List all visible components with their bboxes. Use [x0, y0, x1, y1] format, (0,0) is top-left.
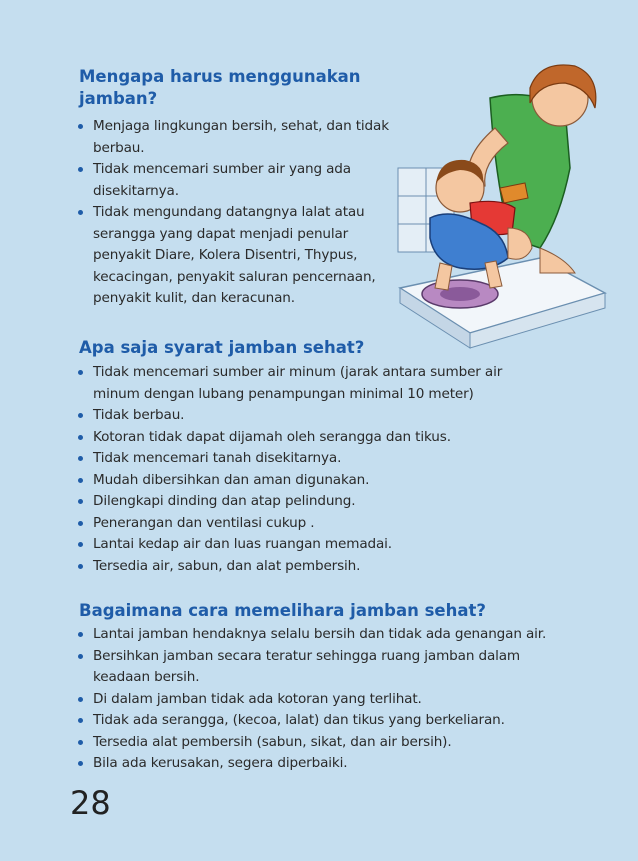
- list-item: Tidak berbau.: [77, 405, 597, 427]
- bullet-icon: [78, 654, 83, 659]
- list-item: Lantai kedap air dan luas ruangan memadai.: [77, 534, 597, 556]
- bullet-icon: [78, 718, 83, 723]
- list-item: Lantai jamban hendaknya selalu bersih dan tidak ada genangan air.: [77, 624, 617, 646]
- list-item: Tersedia air, sabun, dan alat pembersih.: [77, 556, 597, 578]
- list-item: Kotoran tidak dapat dijamah oleh serangga dan tikus.: [77, 427, 597, 449]
- bullet-icon: [78, 632, 83, 637]
- list-item: Bila ada kerusakan, segera diperbaiki.: [77, 753, 617, 775]
- bullet-icon: [78, 564, 83, 569]
- list-why: [77, 116, 407, 310]
- bullet-icon: [78, 456, 83, 461]
- mother-child-toilet-illustration: [390, 58, 630, 358]
- bullet-icon: [78, 521, 83, 526]
- bullet-icon: [78, 761, 83, 766]
- section-title-why: Mengapa harus menggunakan jamban?: [79, 67, 361, 108]
- section-title-requirements: Apa saja syarat jamban sehat?: [79, 338, 365, 357]
- bullet-icon: [78, 413, 83, 418]
- list-item: Tersedia alat pembersih (sabun, sikat, dan air bersih).: [77, 732, 617, 754]
- bullet-icon: [78, 370, 83, 375]
- list-item: Dilengkapi dinding dan atap pelindung.: [77, 491, 597, 513]
- bullet-icon: [78, 542, 83, 547]
- bullet-icon: [78, 435, 83, 440]
- bullet-icon: [78, 210, 83, 215]
- list-item: Tidak ada serangga, (kecoa, lalat) dan tikus yang berkeliaran.: [77, 710, 617, 732]
- bullet-icon: [78, 478, 83, 483]
- list-maintenance: [77, 624, 617, 775]
- list-item: Tidak mengundang datangnya lalat atau serangga yang dapat menjadi penular penyakit Diare, Kolera Disentri, Thypus, kecacingan, penyakit saluran pencernaan, penyakit kulit, dan keracunan.: [77, 202, 393, 310]
- list-item: Bersihkan jamban secara teratur sehingga ruang jamban dalam keadaan bersih.: [77, 646, 563, 689]
- bullet-icon: [78, 499, 83, 504]
- bullet-icon: [78, 167, 83, 172]
- section-title-maintenance: Bagaimana cara memelihara jamban sehat?: [79, 601, 486, 620]
- bullet-icon: [78, 740, 83, 745]
- list-item: Di dalam jamban tidak ada kotoran yang terlihat.: [77, 689, 617, 711]
- list-item: Penerangan dan ventilasi cukup .: [77, 513, 597, 535]
- list-requirements: [77, 362, 597, 577]
- list-item: Tidak mencemari sumber air minum (jarak antara sumber air minum dengan lubang penampungan minimal 10 meter): [77, 362, 543, 405]
- list-item: Tidak mencemari sumber air yang ada disekitarnya.: [77, 159, 407, 202]
- list-item: Mudah dibersihkan dan aman digunakan.: [77, 470, 597, 492]
- bullet-icon: [78, 124, 83, 129]
- bullet-icon: [78, 697, 83, 702]
- page-number: 28: [70, 784, 111, 822]
- list-item: Tidak mencemari tanah disekitarnya.: [77, 448, 597, 470]
- list-item: Menjaga lingkungan bersih, sehat, dan tidak berbau.: [77, 116, 407, 159]
